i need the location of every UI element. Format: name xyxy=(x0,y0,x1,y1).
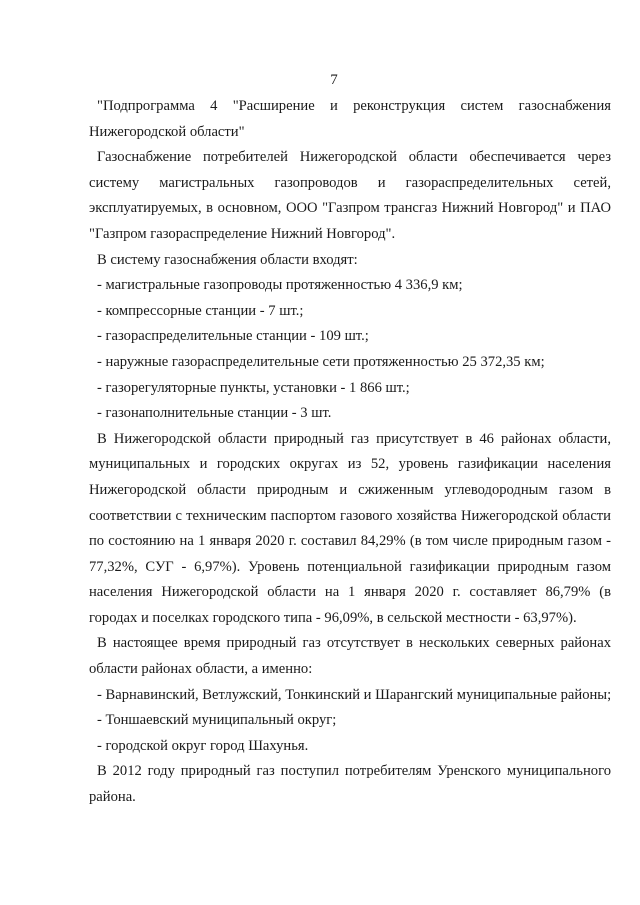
paragraph-gas-supply-system: Газоснабжение потребителей Нижегородской области обеспечивается через систему магистральных газопроводов и газораспределительных сетей, эксплуатируемых, в основном, ООО "Газпром трансгаз Нижний Новгород" и ПАО "Газпром газораспределение Нижний Новгород". xyxy=(89,149,611,242)
list-item: - газорегуляторные пункты, установки - 1 866 шт.; xyxy=(97,379,410,396)
list-item: - Тоншаевский муниципальный округ; xyxy=(97,712,337,729)
page-number: 7 xyxy=(330,72,338,88)
document-body xyxy=(89,94,611,811)
paragraph-gas-absent: В настоящее время природный газ отсутствует в нескольких северных районах области районах области, а именно: xyxy=(89,635,611,678)
list-item: - газораспределительные станции - 109 шт.; xyxy=(97,328,369,345)
subprogram-title: "Подпрограмма 4 "Расширение и реконструкция систем газоснабжения Нижегородской области" xyxy=(89,98,611,140)
paragraph-gasification-level: В Нижегородской области природный газ присутствует в 46 районах области, муниципальных и городских округах из 52, уровень газификации населения Нижегородской области природным и сжиженным углеводородным газом в соответствии с техническим паспортом газового хозяйства Нижегородской области по состоянию на 1 января 2020 г. составил 84,29% (в том числе природным газом - 77,32%, СУГ - 6,97%). Уровень потенциальной газификации природным газом населения Нижегородской области на 1 января 2020 г. составляет 86,79% (в городах и поселках городского типа - 96,09%, в сельской местности - 63,97%). xyxy=(89,430,611,626)
list-item: - газонаполнительные станции - 3 шт. xyxy=(97,405,332,422)
list-item: - наружные газораспределительные сети протяженностью 25 372,35 км; xyxy=(97,353,545,370)
list-item: - городской округ город Шахунья. xyxy=(97,737,309,754)
list-item: - компрессорные станции - 7 шт.; xyxy=(97,302,304,319)
list-item: - магистральные газопроводы протяженностью 4 336,9 км; xyxy=(97,277,463,294)
paragraph-system-includes: В систему газоснабжения области входят: xyxy=(97,251,358,268)
paragraph-uren-district: В 2012 году природный газ поступил потребителям Уренского муниципального района. xyxy=(89,763,611,806)
list-item: - Варнавинский, Ветлужский, Тонкинский и Шарангский муниципальные районы; xyxy=(97,686,612,703)
